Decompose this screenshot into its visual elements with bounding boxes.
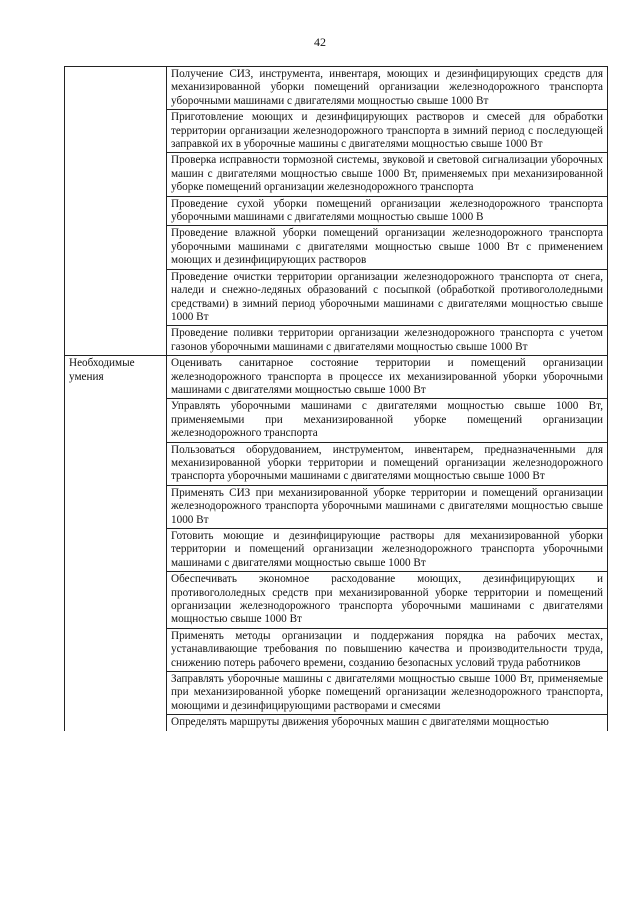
table-cell: Готовить моющие и дезинфицирующие растворы для механизированной уборки территории и помещений организации железнодорожного транспорта уборочными машинами с двигателями мощностью свыше 1000 Вт (167, 529, 608, 572)
section-label-cell (65, 67, 167, 356)
table-cell: Пользоваться оборудованием, инструментом, инвентарем, предназначенными для механизированной уборки территории и помещений организации железнодорожного транспорта уборочными машинами с двигателями мощностью свыше 1000 Вт (167, 442, 608, 485)
table-cell: Заправлять уборочные машины с двигателями мощностью свыше 1000 Вт, применяемые при механизированной уборке помещений организации железнодорожного транспорта, моющими и дезинфицирующими растворами и смесями (167, 672, 608, 715)
table-row (65, 67, 608, 110)
table-cell: Проведение сухой уборки помещений организации железнодорожного транспорта уборочными машинами с двигателями мощностью свыше 1000 В (167, 196, 608, 226)
competency-table (64, 66, 608, 731)
section-label-cell (65, 356, 167, 731)
table-cell: Проведение влажной уборки помещений организации железнодорожного транспорта уборочными машинами с двигателями мощностью свыше 1000 Вт с применением моющих и дезинфицирующих растворов (167, 226, 608, 269)
table-cell: Получение СИЗ, инструмента, инвентаря, моющих и дезинфицирующих средств для механизированной уборки помещений организации железнодорожного транспорта уборочными машинами с двигателями мощностью свыше 1000 Вт (167, 67, 608, 110)
table-cell: Проведение очистки территории организации железнодорожного транспорта от снега, наледи и снежно-ледяных образований с посыпкой (обработкой противогололедными средствами) в зимний период уборочными машинами с двигателями мощностью свыше 1000 Вт (167, 269, 608, 326)
page-number: 42 (314, 35, 326, 49)
table-row (65, 356, 608, 399)
table-cell: Управлять уборочными машинами с двигателями мощностью свыше 1000 Вт, применяемыми при механизированной уборке помещений организации железнодорожного транспорта (167, 399, 608, 442)
table-cell: Применять СИЗ при механизированной уборке территории и помещений организации железнодорожного транспорта уборочными машинами с двигателями мощностью свыше 1000 Вт (167, 485, 608, 528)
table-cell: Проверка исправности тормозной системы, звуковой и световой сигнализации уборочных машин с двигателями мощностью свыше 1000 Вт, применяемых при механизированной уборке помещений организации железнодорожного транспорта (167, 153, 608, 196)
table-cell: Оценивать санитарное состояние территории и помещений организации железнодорожного транспорта в процессе их механизированной уборки уборочными машинами с двигателями мощностью свыше 1000 Вт (167, 356, 608, 399)
table-cell: Проведение поливки территории организации железнодорожного транспорта с учетом газонов уборочными машинами с двигателями мощностью свыше 1000 Вт (167, 326, 608, 356)
table-cell: Определять маршруты движения уборочных машин с двигателями мощностью (167, 715, 608, 731)
section-label: Необходимые умения (69, 357, 135, 383)
table-cell: Обеспечивать экономное расходование моющих, дезинфицирующих и противогололедных средств при механизированной уборке территории и помещений организации железнодорожного транспорта уборочными машинами с двигателями мощностью свыше 1000 Вт (167, 572, 608, 629)
table-cell: Приготовление моющих и дезинфицирующих растворов и смесей для обработки территории организации железнодорожного транспорта в зимний период с последующей заправкой их в уборочные машины с двигателями мощностью свыше 1000 Вт (167, 110, 608, 153)
table-cell: Применять методы организации и поддержания порядка на рабочих местах, устанавливающие требования по повышению качества и производительности труда, снижению потерь рабочего времени, созданию безопасных условий труда работников (167, 628, 608, 671)
